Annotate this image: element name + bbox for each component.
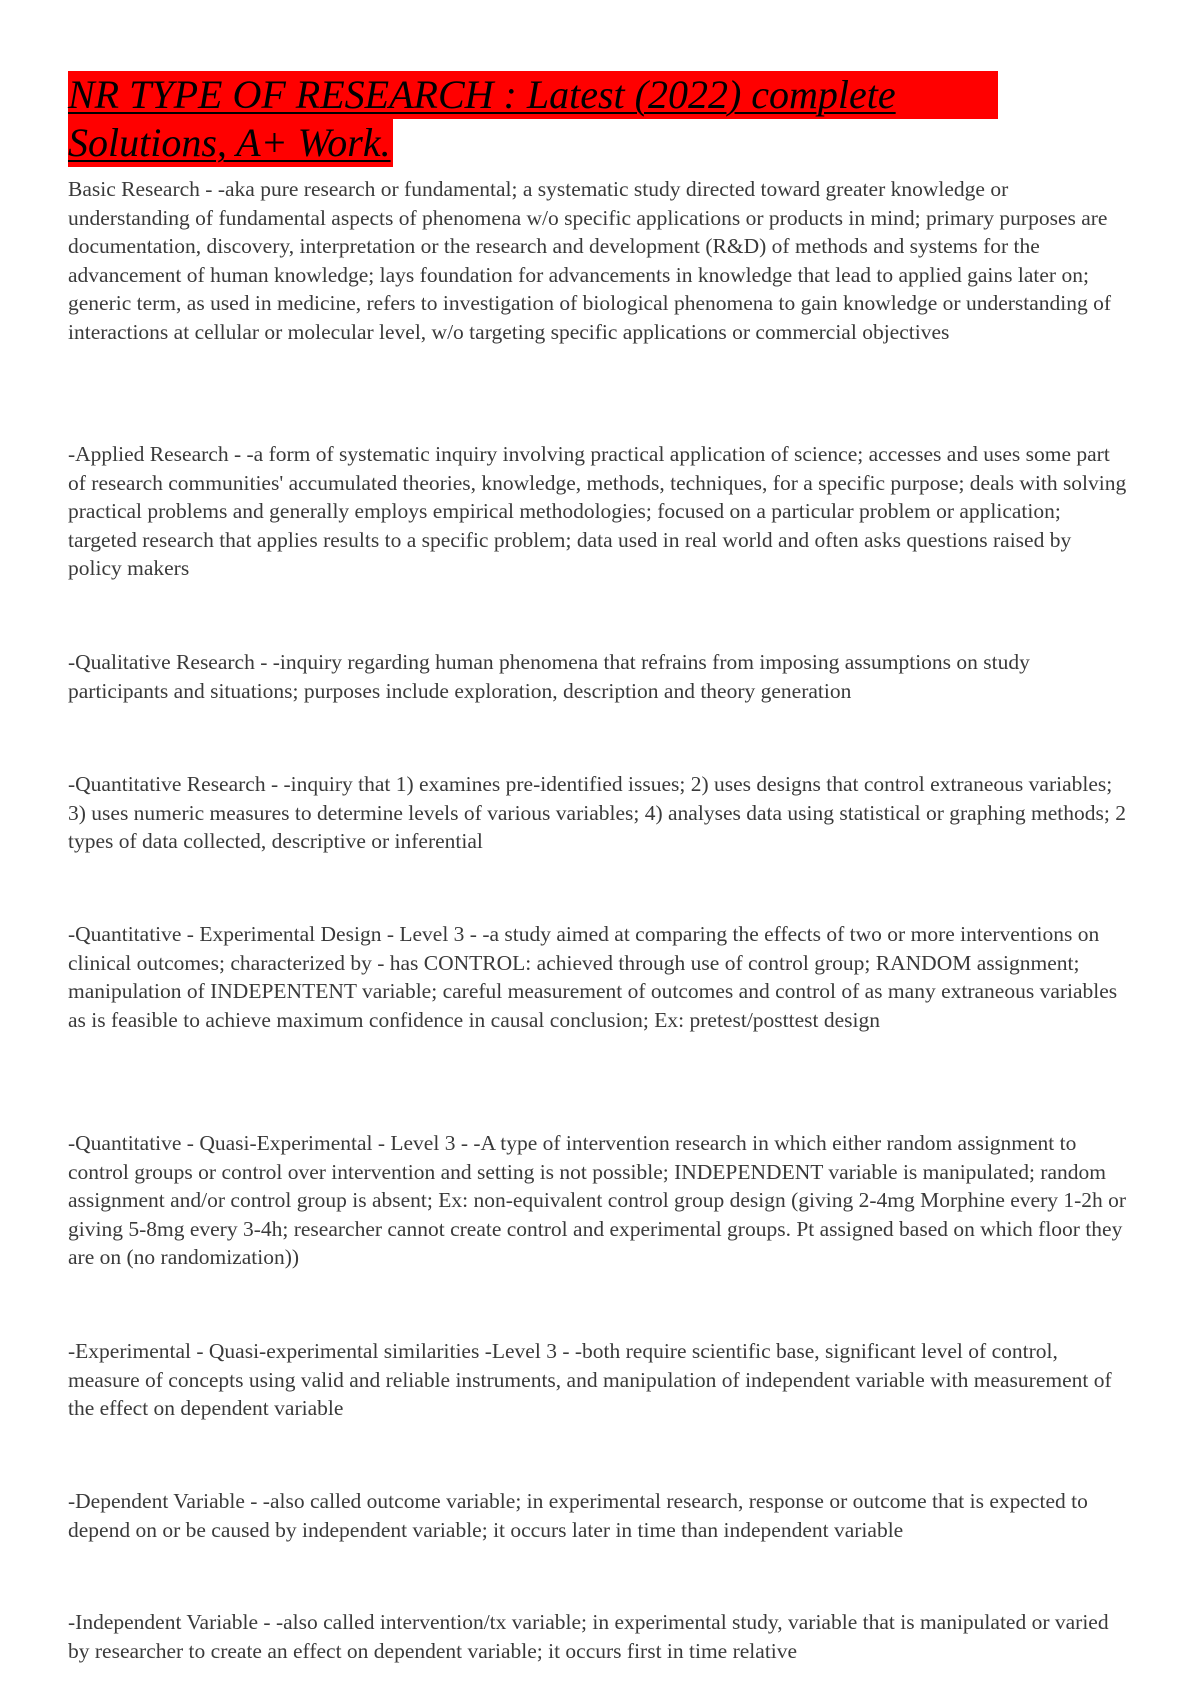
title-line-1: NR TYPE OF RESEARCH : Latest (2022) complete xyxy=(68,71,998,119)
entry-applied-research: -Applied Research - -a form of systematic inquiry involving practical application of science; accesses and uses some part of research communities' accumulated theories, knowledge, methods, techniques, for a specific purpose; deals with solving practical problems and generally employs empirical methodologies; focused on a particular problem or application; targeted research that applies results to a specific problem; data used in real world and often asks questions raised by policy makers xyxy=(68,442,1127,581)
document-title xyxy=(68,71,1068,167)
entry-experimental-design: -Quantitative - Experimental Design - Level 3 - -a study aimed at comparing the effects of two or more interventions on clinical outcomes; characterized by - has CONTROL: achieved through use of control group; RANDOM assignment; manipulation of INDEPENTENT variable; careful measurement of outcomes and control of as many extraneous variables as is feasible to achieve maximum confidence in causal conclusion; Ex: pretest/posttest design xyxy=(68,922,1118,1032)
entry-qualitative-research: -Qualitative Research - -inquiry regarding human phenomena that refrains from imposing assumptions on study participants and situations; purposes include exploration, description and theory generation xyxy=(68,650,1030,703)
title-line-2: Solutions, A+ Work. xyxy=(68,120,391,165)
entry-independent-variable: -Independent Variable - -also called intervention/tx variable; in experimental study, variable that is manipulated or varied by researcher to create an effect on dependent variable; it occurs first in time relative xyxy=(68,1610,1109,1663)
entry-quantitative-research: -Quantitative Research - -inquiry that 1) examines pre-identified issues; 2) uses designs that control extraneous variables; 3) uses numeric measures to determine levels of various variables; 4) analyses data using statistical or graphing methods; 2 types of data collected, descriptive or inferential xyxy=(68,772,1126,854)
entry-quasi-experimental: -Quantitative - Quasi-Experimental - Level 3 - -A type of intervention research in which either random assignment to control groups or control over intervention and setting is not possible; INDEPENDENT variable is manipulated; random assignment and/or control group is absent; Ex: non-equivalent control group design (giving 2-4mg Morphine every 1-2h or giving 5-8mg every 3-4h; researcher cannot create control and experimental groups. Pt assigned based on which floor they are on (no randomization)) xyxy=(68,1131,1127,1270)
entry-experimental-similarities: -Experimental - Quasi-experimental similarities -Level 3 - -both require scientific base, significant level of control, measure of concepts using valid and reliable instruments, and manipulation of independent variable with measurement of the effect on dependent variable xyxy=(68,1339,1112,1421)
entry-basic-research: Basic Research - -aka pure research or fundamental; a systematic study directed toward greater knowledge or understanding of fundamental aspects of phenomena w/o specific applications or products in mind; primary purposes are documentation, discovery, interpretation or the research and development (R&D) of methods and systems for the advancement of human knowledge; lays foundation for advancements in knowledge that lead to applied gains later on; generic term, as used in medicine, refers to investigation of biological phenomena to gain knowledge or understanding of interactions at cellular or molecular level, w/o targeting specific applications or commercial objectives xyxy=(68,177,1112,344)
entry-dependent-variable: -Dependent Variable - -also called outcome variable; in experimental research, response or outcome that is expected to depend on or be caused by independent variable; it occurs later in time than independent variable xyxy=(68,1489,1088,1542)
